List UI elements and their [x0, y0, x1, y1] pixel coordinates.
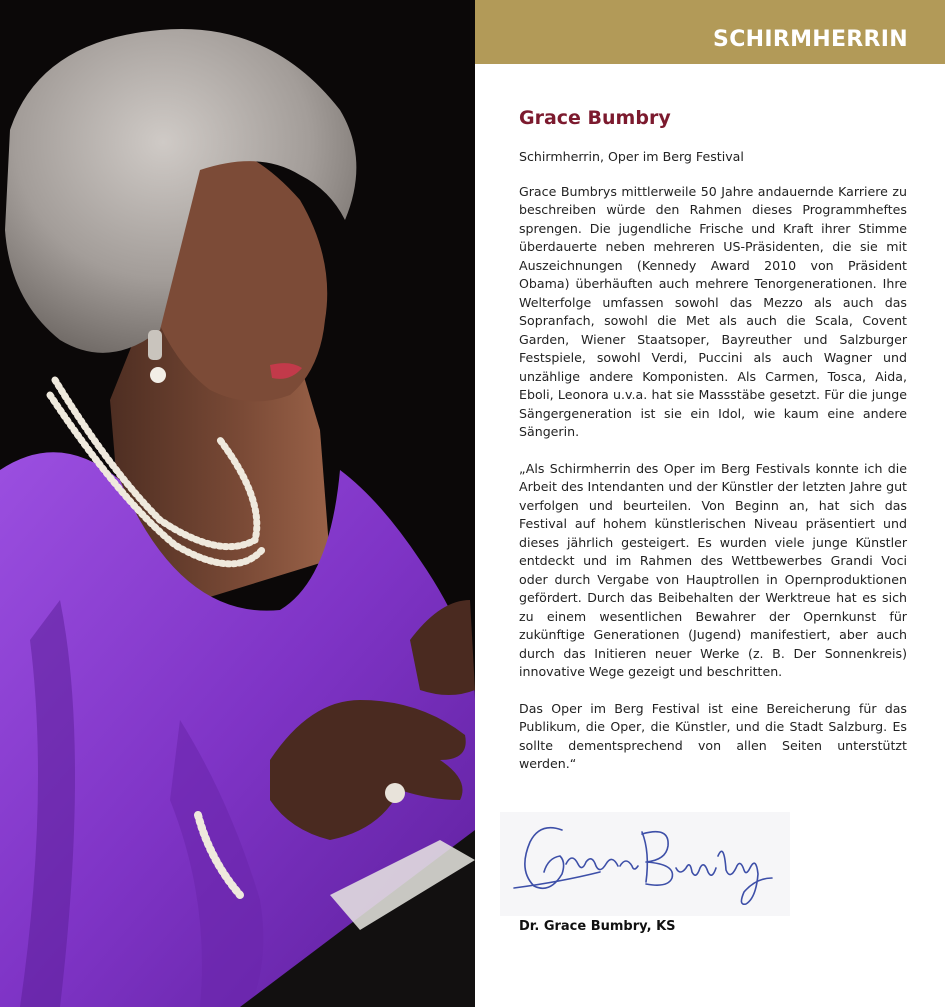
person-name-heading: Grace Bumbry: [519, 107, 671, 129]
section-title: SCHIRMHERRIN: [713, 27, 908, 52]
person-role-subtitle: Schirmherrin, Oper im Berg Festival: [519, 149, 744, 164]
biography-paragraph: Grace Bumbrys mittlerweile 50 Jahre andauernde Karriere zu beschreiben würde den Rahmen dieses Programmheftes sprengen. Die jugendliche Frische und Kraft ihrer Stimme überdauerte neben mehreren US-Präsidenten, die sie mit Auszeichnungen (Kennedy Award 2010 von Präsident Obama) überhäuften auch mehrere Tenorgenerationen. Ihre Welterfolge umfassen sowohl das Mezzo als auch das Sopranfach, sowohl die Met als auch die Scala, Covent Garden, Wiener Staatsoper, Bayreuther und Salzburger Festspiele, sowohl Verdi, Puccini als auch Wagner und unzählige andere Komponisten. Als Carmen, Tosca, Aida, Eboli, Leonora u.v.a. hat sie Massstäbe gesetzt. Für die junge Sängergeneration ist sie ein Idol, wie kaum eine andere Sängerin.: [519, 183, 907, 439]
article-body: [519, 104, 907, 774]
signature-graphic: [500, 812, 790, 916]
signer-name: Dr. Grace Bumbry, KS: [519, 919, 676, 934]
quote-paragraph: „Als Schirmherrin des Oper im Berg Festivals konnte ich die Arbeit des Intendanten und der Künstler der letzten Jahre gut verfolgen und beurteilen. Von Beginn an, hat sich das Festival auf hohem künstlerischen Niveau präsentiert und dieses jährlich gesteigert. Es wurden viele junge Künstler entdeckt und im Rahmen des Wettbewerbes Grandi Voci oder durch Vergabe von Hauptrollen in Opernproduktionen gefördert. Durch das Beibehalten der Werktreue hat es sich zu einem wesentlichen Bewahrer der Opernkunst für zukünftige Generationen (Jugend) manifestiert, aber auch durch das Initieren neuer Werke (z. B. Der Sonnenkreis) innovative Wege gezeigt und beschritten.: [519, 460, 907, 679]
handwritten-signature: [500, 812, 790, 916]
closing-paragraph: Das Oper im Berg Festival ist eine Bereicherung für das Publikum, die Oper, die Künstler, und die Stadt Salzburg. Es sollte dementsprechend von allen Seiten unterstützt werden.“: [519, 700, 907, 771]
